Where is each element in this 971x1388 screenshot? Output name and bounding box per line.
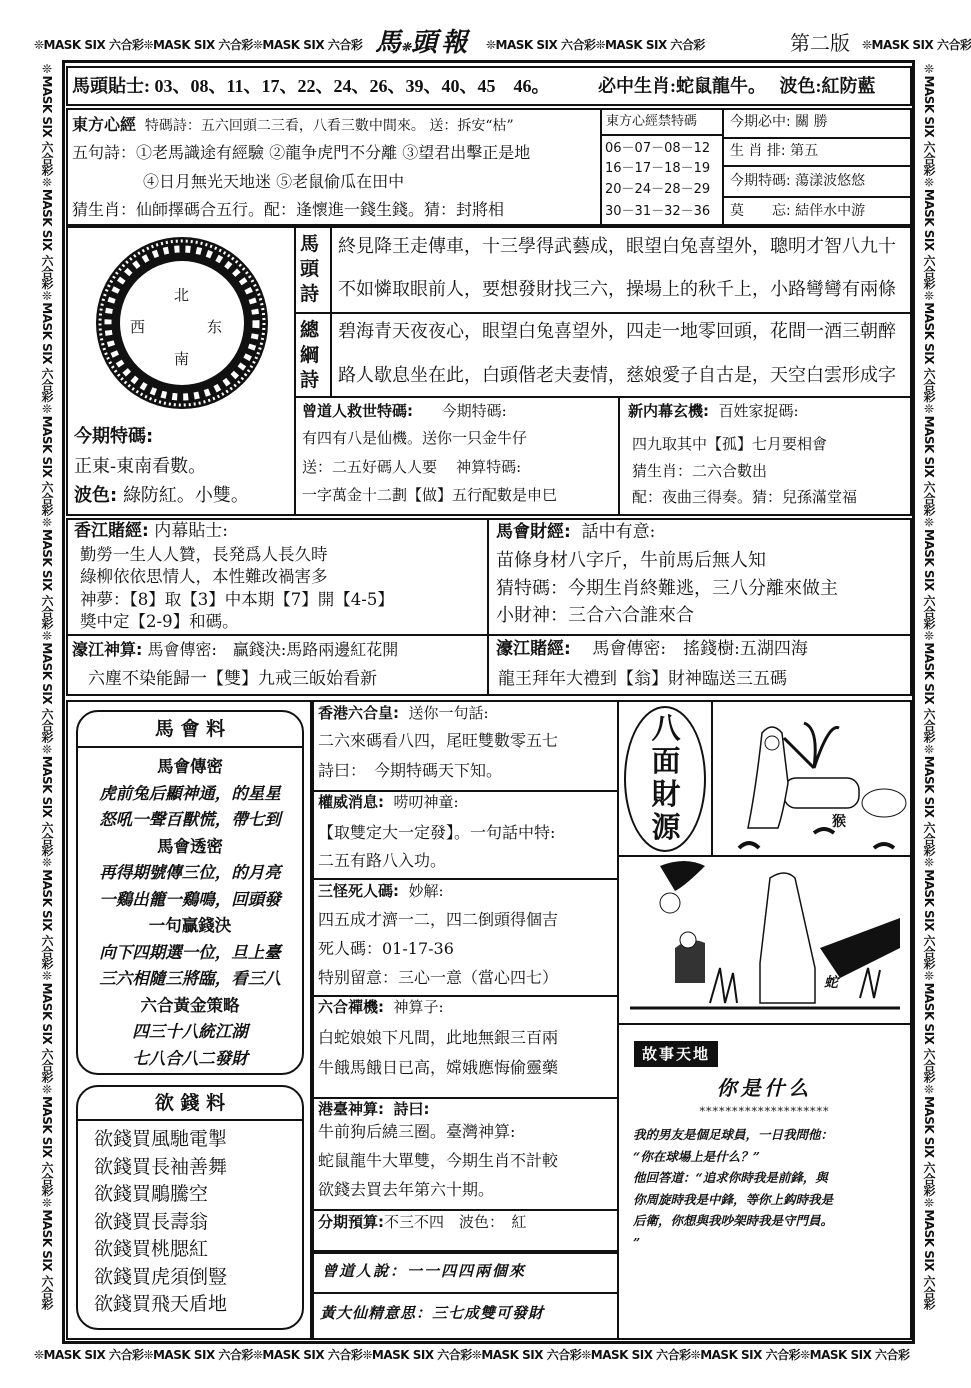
info-value: 關 勝 [795,114,828,130]
info-label: 莫 忘: [730,203,791,219]
border-pattern-left [36,62,56,1338]
gangtai-line: 牛前狗后繞三圈。臺灣神算: [318,1122,516,1141]
mahui-cai-line: 小財神：三合六合誰來合 [496,605,694,626]
info-label: 今期必中: [730,114,791,130]
xiangjiang-header [74,523,228,540]
divider [722,108,724,226]
five-line: ②龍争虎門不分離 [269,143,398,162]
compass-west: 西 [130,318,146,336]
section-line: 再得期號傳三位，的月亮 [99,863,281,882]
divider [722,165,912,167]
border-pattern-top-left [34,36,368,56]
mahui-liao-title: 馬 會 料 [154,718,226,740]
mahui-section [76,913,304,993]
story-line: 你周旋時我是中鋒，等你上鈎時我是 [633,1191,834,1207]
liuhe-chan-title: 六合禪機: [318,998,384,1016]
gangtai-line: 欲錢去買去年第六十期。 [318,1180,495,1199]
xinnei-sub: 百姓家捉碼: [718,402,799,420]
info-value: 第五 [790,143,819,159]
five-line: ④日月無光天地迷 [143,172,272,191]
section-heading: 一句贏錢決 [148,916,232,935]
xiangjiang-title: 香江賭經: [74,521,149,541]
zeng-title: 曾道人救世特碼: [302,402,413,420]
section-line: 向下四期選一位，旦上臺 [99,942,281,962]
wave-label: 波色: [74,485,118,506]
scholar-illustration [714,703,910,853]
masthead-char: 馬 [375,28,402,58]
haojiang-du-title: 濠江賭經: [496,639,571,659]
zeng-line: 有四有八是仙機。送你一只金牛仔 [302,429,528,447]
haojiang-shen-title: 濠江神算: [72,640,143,659]
border-pattern-text: ❊MASK SIX 六合彩❊MASK SIX 六合彩❊MASK SIX 六合彩❊MASK SIX 六合彩❊MASK SIX 六合彩❊MASK SIX 六合彩❊MASK SIX 六合彩❊MASK SIX 六合彩❊MASK SIX 六合彩❊MASK SIX 六合彩❊MASK SIX 六合彩 [922,62,936,1310]
hk-liuhe-line: 詩曰： 今期特碼天下知。 [318,761,503,780]
authority-header [318,795,459,810]
section-heading: 馬會透密 [157,836,223,856]
xiangjiang-line: 神夢：【8】取【3】中本期【7】開【4-5】 [80,590,394,609]
mahui-section [76,993,304,1073]
five-line: ①老馬識途有經驗 [136,143,265,162]
info-value: 結伴水中游 [795,203,866,219]
general-poem-title: 總綱詩 [300,319,320,391]
mahui-cai-header [496,524,655,541]
divider [77,746,303,748]
xinnei-line: 四九取其中【孤】七月要相會 [632,435,828,453]
story-line: “你在球場上是什么？” [633,1148,760,1164]
info-row [730,115,828,129]
info-label: 生 肖 排: [730,143,786,159]
horse-poem-title: 馬頭詩 [300,233,320,305]
border-pattern-text: ❊MASK SIX 六合彩❊MASK SIX 六合彩❊MASK SIX 六合彩❊MASK SIX 六合彩❊MASK SIX 六合彩❊MASK SIX 六合彩❊MASK SIX 六合彩❊MASK SIX 六合彩 [34,1348,910,1362]
wave-value: 綠防紅。小雙。 [122,485,249,506]
border-pattern-bottom [34,1346,940,1366]
section-line: 虎前兔后顯神通，的星星 [99,783,281,803]
tips-numbers: 03、08、11、17、22、24、26、39、40、45 46。 [154,76,550,96]
info-row [730,174,865,188]
info-label: 今期特碼: [730,173,791,189]
authority-title: 權威消息: [318,793,384,811]
forbidden-row: 16－17－18－19 [605,161,711,176]
section-line: 四三十八統江湖 [132,1022,248,1041]
fenqi-title: 分期預算: [318,1213,384,1231]
border-pattern-text: ❊MASK SIX 六合彩❊MASK SIX 六合彩❊MASK SIX 六合彩❊MASK SIX 六合彩❊MASK SIX 六合彩❊MASK SIX 六合彩❊MASK SIX 六合彩❊MASK SIX 六合彩❊MASK SIX 六合彩❊MASK SIX 六合彩❊MASK SIX 六合彩 [40,62,54,1310]
forbidden-row: 30－31－32－36 [605,204,711,219]
sanguai-line: 四五成才濟一二，四二倒頭得個吉 [318,910,559,929]
bamian-char: 面 [651,744,681,778]
compass-south: 南 [174,350,190,368]
story-tag: 故事天地 [634,1041,718,1067]
zeng-sub: 今期特碼: [441,402,507,420]
yuqian-item: 欲錢買長袖善舞 [94,1155,228,1178]
story-line: 后衛，你想與我吵架時我是守門員。 [633,1213,834,1228]
wave-label: 波色: [779,76,822,96]
divider [722,137,912,139]
xiangjiang-sub: 内幕貼士: [154,521,228,541]
authority-sub: 唠叨神童: [393,793,459,811]
xinnei-header [628,404,799,419]
yuqian-item: 欲錢買風馳電掣 [94,1128,228,1150]
forbidden-row: 20－24－28－29 [605,182,711,197]
liuhe-chan-header [318,1000,444,1015]
border-pattern-right [918,62,938,1338]
east-heart-line1 [72,117,514,133]
this-issue-wave [74,487,249,505]
hk-liuhe-line: 二六來碼看八四，尾旺雙數零五七 [318,731,559,750]
xinnei-title: 新内幕玄機: [628,402,709,420]
zeng-says: 曾道人說：一一四四兩個來 [322,1262,527,1280]
mahui-cai-line: 猜特碼：今期生肖終難逃，三八分離來做主 [496,578,838,599]
masthead-char: 報 [441,28,468,58]
section-heading: 六合黃金策略 [140,995,240,1015]
yuqian-item: 欲錢買鵰騰空 [94,1183,209,1205]
yuqian-item: 欲錢買長壽翁 [94,1210,209,1233]
xinnei-line: 配：夜曲三得奏。猜：兒孫滿堂福 [632,488,858,506]
compass-wheel-icon [92,233,272,413]
sanguai-line: 特别留意：三心一意（當心四七） [318,968,559,987]
bamian-title [650,712,682,844]
mahui-cai-line: 苗條身材八字斤，牛前馬后無人知 [496,550,766,571]
section-heading: 馬會傳密 [157,757,223,776]
poem-line: 終見降王走傳車，十三學得武藝成，眼望白兔喜望外，聰明才智八九十 [338,236,896,257]
yuqian-title: 欲 錢 料 [154,1092,226,1114]
border-pattern-top-right [862,36,971,56]
section-line: 七八合八二發財 [132,1048,248,1068]
xiangjiang-line: 勤勞一生人人贊，長発爲人長久時 [80,545,328,564]
authority-line: 二五有路八入功。 [318,851,447,870]
section-line: 三六相隨三將臨，看三八 [99,969,281,988]
poem-line: 路人歇息坐在此，白頭偕老夫妻情，慈娘愛子自古是，天空白雲形成字 [338,365,896,386]
zeng-line: 一字萬金十二劃【做】五行配數是申巳 [302,486,558,504]
gangtai-sub: 詩曰: [393,1100,430,1118]
divider [711,700,713,857]
divider [330,226,332,398]
forbidden-title: 東方心經禁特碼 [606,114,698,129]
hk-liuhe-title: 香港六合皇: [318,704,399,722]
xinnei-line: 猜生肖：二六合數出 [632,462,768,480]
section-line: 怒吼一聲百獸慌，帶七到 [99,810,281,829]
compass-north: 北 [174,286,190,304]
divider [77,1119,303,1121]
mahui-section [76,834,304,914]
authority-line: 【取雙定大一定發】。一句話中特: [318,823,556,842]
bamian-char: 源 [651,810,681,844]
zodiac-label: 必中生肖: [598,76,676,96]
sanguai-title: 三怪死人碼: [318,882,399,900]
poem-line: 碧海青天夜夜心，眼望白兔喜望外，四走一地零回頭，花間一酒三朝醉 [338,321,896,342]
masthead-title: 馬❊頭 報 [375,28,468,58]
tips-label: 馬頭貼士: [72,76,150,96]
poem-line: 特碼詩：五六回頭二三看，八看三數中間來。 送：拆安“枯” [144,118,514,134]
guess-line: 猜生肖：仙師擇碼合五行。配：逢懷進一錢生錢。猜：封將相 [72,200,505,219]
wave-value: 紅防藍 [821,76,876,96]
story-body [633,1124,833,1253]
xiangjiang-line: 獎中定【2-9】和碼。 [80,612,239,631]
yuqian-item: 欲錢買虎須倒豎 [94,1265,228,1288]
divider [600,134,722,136]
haojiang-du-header [496,641,808,658]
liuhe-chan-line: 白蛇娘娘下凡間，此地無銀三百兩 [318,1028,559,1047]
fenqi-line [318,1215,527,1230]
story-line: 他回答道：“追求你時我是前鋒，與 [633,1170,828,1185]
zeng-header [302,404,507,419]
monkey-caption: 猴 [832,814,846,830]
bamian-char: 八 [651,711,681,745]
haojiang-shen-sub: 馬會傳密: 贏錢決:馬路兩邊紅花開 [147,640,399,659]
story-stars: ******************** [699,1105,830,1118]
east-heart-title: 東方心經 [72,115,137,134]
border-pattern-text: ❊MASK SIX 六合彩❊MASK SIX 六合彩 [486,38,705,52]
mahui-cai-sub: 話中有意: [581,522,656,542]
mahui-liao-content [76,754,304,1072]
bamian-char: 財 [651,777,681,811]
info-row [730,204,865,218]
mahui-section [76,754,304,834]
haojiang-shen-header [72,642,398,658]
this-issue-title: 今期特碼: [74,426,154,447]
five-poem-row1 [72,145,530,161]
yuqian-item: 欲錢買飛天盾地 [94,1293,228,1315]
gangtai-title: 港臺神算: [318,1100,384,1118]
fenqi-value: 不三不四 波色： 紅 [384,1213,527,1231]
masthead-char: 頭 [411,28,438,58]
haojiang-du-sub: 馬會傳密: 搖錢樹:五湖四海 [592,639,808,659]
zeng-text: 神算特碼: [456,458,522,476]
story-line: ” [633,1234,641,1250]
gangtai-line: 蛇鼠龍牛大單雙，今期生肖不計較 [318,1151,559,1170]
compass-east: 东 [207,318,223,336]
edition-label: 第二版 [790,31,850,55]
liuhe-chan-sub: 神算子: [393,998,444,1016]
this-issue-line: 正東-東南看數。 [74,456,207,477]
haojiang-du-line: 龍王拜年大禮到【翁】財神臨送三五碼 [498,669,787,689]
zodiac-line [598,77,876,95]
zeng-text: 送：二五好碼人人要 [302,458,438,476]
info-value: 蕩漾波悠悠 [795,173,866,189]
sanguai-sub: 妙解: [408,882,444,900]
hk-liuhe-header [318,706,489,721]
five-label: 五句詩： [72,143,137,162]
border-pattern-text: ❊MASK SIX 六合彩❊MASK SIX 六合彩❊MASK SIX 六合彩 [34,38,363,52]
poem-line: 不如憐取眼前人，要想發財找三六，操場上的秋千上，小路彎彎有兩條 [338,279,896,300]
info-row [730,144,818,158]
wong-says: 黃大仙精意思：三七成雙可發財 [320,1304,545,1322]
story-line: 我的男友是個足球員，一日我問他： [633,1127,834,1142]
border-pattern-top-mid [486,36,782,56]
yuqian-item: 欲錢買桃腮紅 [94,1238,209,1260]
hk-liuhe-sub: 送你一句話: [408,704,489,722]
xiangjiang-line: 綠柳依依思情人，本性難改禍害多 [80,567,328,586]
story-title: 你是什么 [716,1076,813,1100]
divider [722,196,912,198]
sanguai-line: 死人碼：01-17-36 [318,939,454,958]
border-pattern-text: ❊MASK SIX 六合彩 [862,38,971,52]
sanguai-header [318,884,444,899]
tips-line [72,77,550,95]
five-line: ③望君出擊正是地 [402,143,531,162]
old-man-illustration [620,858,910,1018]
liuhe-chan-line: 牛餓馬餓日已高，嫦娥應悔偷靈藥 [318,1058,559,1077]
five-poem-row2 [143,174,404,190]
yuqian-list [94,1126,227,1319]
section-line: 一鷄出籠一鷄鳴，回頭發 [99,889,281,909]
haojiang-shen-line: 六塵不染能歸一【雙】九戒三皈始看新 [88,669,377,689]
snake-caption: 蛇 [824,975,838,991]
five-line: ⑤老鼠偷瓜在田中 [276,172,405,191]
forbidden-row: 06－07－08－12 [605,141,711,156]
zodiac-value: 蛇鼠龍牛。 [676,76,766,96]
gangtai-header [318,1102,430,1117]
mahui-cai-title: 馬會財經: [496,522,571,542]
zeng-line [302,460,521,475]
